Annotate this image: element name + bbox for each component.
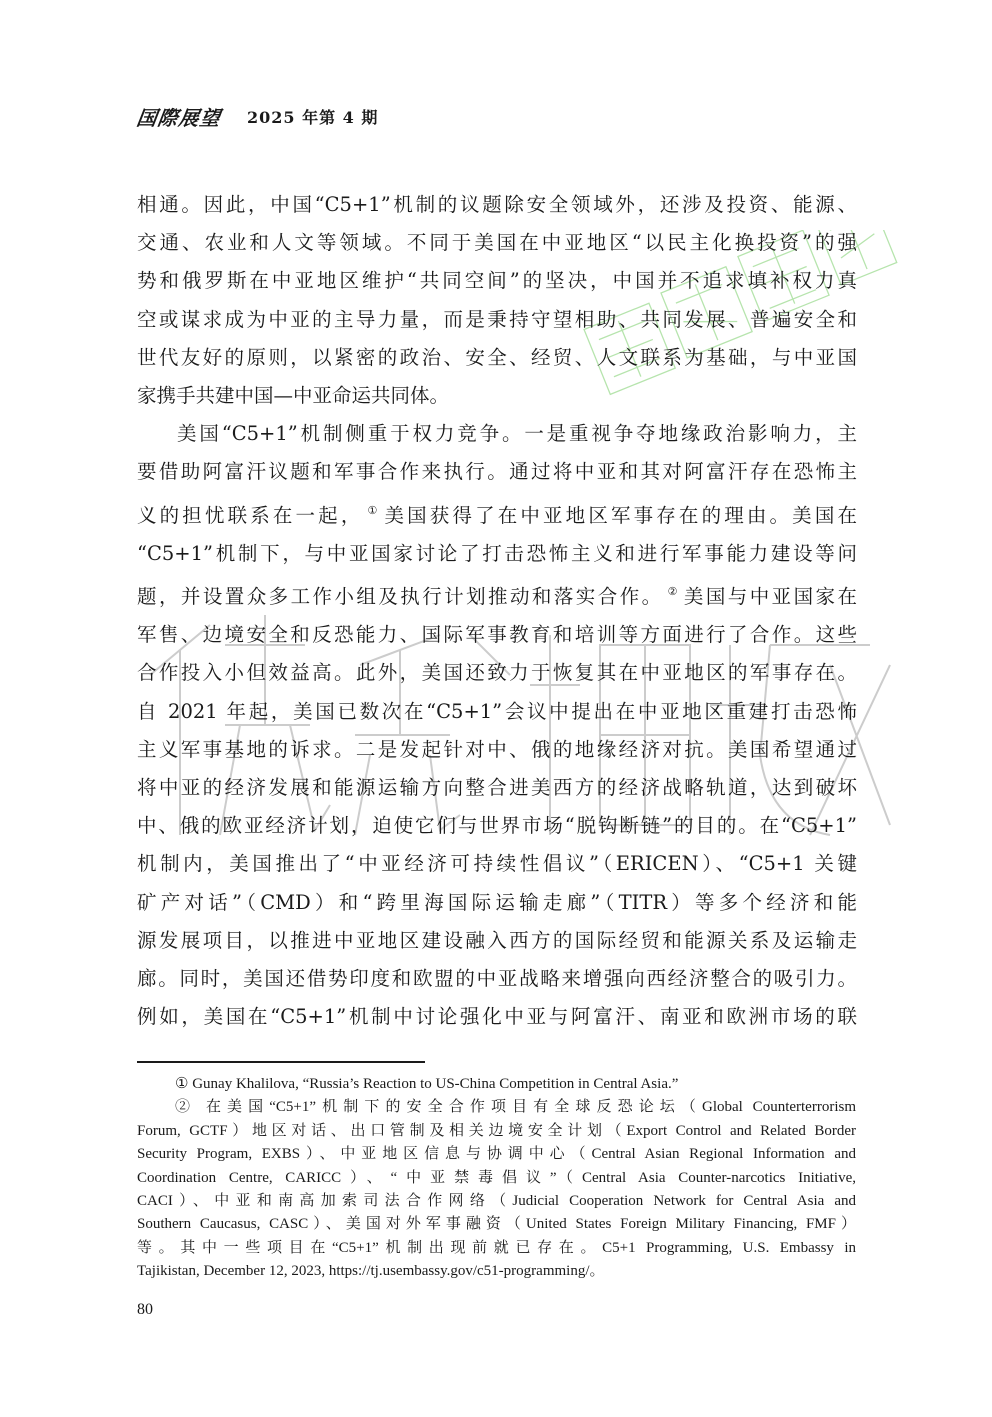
footnotes: [137, 1073, 856, 1284]
footnote-line: CACI）、中亚和南高加索司法合作网络（Judicial Cooperation Network for Central Asia and: [137, 1193, 856, 1210]
footnote-line: Tajikistan, December 12, 2023, https://tj.usembassy.gov/c51-programming/。: [137, 1263, 605, 1280]
text-line: 将中亚的经济发展和能源运输方向整合进美西方的经济战略轨道，达到破坏: [137, 776, 857, 800]
footnote-line: Southern Caucasus, CASC）、美国对外军事融资（United States Foreign Military Financing, FMF）: [137, 1216, 856, 1233]
text-line: “C5+1”机制下，与中亚国家讨论了打击恐怖主义和进行军事能力建设等问: [137, 541, 857, 565]
text-line: 矿产对话”（CMD）和“跨里海国际运输走廊”（TITR）等多个经济和能: [137, 890, 857, 914]
text-line: 世代友好的原则，以紧密的政治、安全、经贸、人文联系为基础，与中亚国: [137, 345, 857, 369]
text-line: 相通。因此，中国“C5+1”机制的议题除安全领域外，还涉及投资、能源、: [137, 193, 857, 216]
text-line: 要借助阿富汗议题和军事合作来执行。通过将中亚和其对阿富汗存在恐怖主: [137, 460, 857, 484]
text-line: 交通、农业和人文等领域。不同于美国在中亚地区“以民主化换投资”的强: [137, 231, 857, 255]
issue-label: 2025 年第 4 期: [247, 107, 379, 127]
text-line: 势和俄罗斯在中亚地区维护“共同空间”的坚决，中国并不追求填补权力真: [137, 269, 857, 293]
text-line: 合作投入小但效益高。此外，美国还致力于恢复其在中亚地区的军事存在。: [137, 661, 857, 685]
paragraph-2: [137, 415, 857, 1036]
text-line: 机制内，美国推出了“中亚经济可持续性倡议”（ERICEN）、“C5+1 关键: [137, 852, 857, 876]
footnote-ref-2[interactable]: ②: [667, 585, 680, 599]
text-segment: 美国与中亚国家在: [683, 585, 857, 609]
running-header: [137, 101, 378, 131]
page-number: 80: [137, 1301, 153, 1318]
footnote-divider: [137, 1061, 425, 1063]
footnote-line: ① Gunay Khalilova, “Russia’s Reaction to US-China Competition in Central Asia.”: [175, 1076, 679, 1092]
text-line: 家携手共建中国—中亚命运共同体。: [137, 384, 450, 408]
footnote-line: Coordination Centre, CARICC）、“中亚禁毒倡议”（Central Asia Counter-narcotics Initiative,: [137, 1169, 856, 1186]
text-line: 空或谋求成为中亚的主导力量，而是秉持守望相助、共同发展、普遍安全和: [137, 307, 857, 331]
article-body: [137, 186, 857, 1036]
text-line: 廊。同时，美国还借势印度和欧盟的中亚战略来增强向西经济整合的吸引力。: [137, 967, 857, 991]
text-segment: 义的担忧联系在一起，: [137, 503, 364, 527]
text-line: [137, 492, 857, 535]
paragraph-1: [137, 186, 857, 415]
text-line: 自 2021 年起，美国已数次在“C5+1”会议中提出在中亚地区重建打击恐怖: [137, 699, 857, 723]
text-line: 主义军事基地的诉求。二是发起针对中、俄的地缘经济对抗。美国希望通过: [137, 737, 857, 761]
text-segment: 美国获得了在中亚地区军事存在的理由。美国在: [384, 503, 857, 527]
text-line: 例如，美国在“C5+1”机制中讨论强化中亚与阿富汗、南亚和欧洲市场的联: [137, 1005, 857, 1029]
footnote-2: [137, 1096, 856, 1283]
footnote-line: Forum, GCTF）地区对话、出口管制及相关边境安全计划（Export Control and Related Border: [137, 1122, 856, 1139]
footnote-1: [137, 1073, 856, 1096]
text-line: 美国“C5+1”机制侧重于权力竞争。一是重视争夺地缘政治影响力，主: [177, 422, 857, 446]
text-line: 军售、边境安全和反恐能力、国际军事教育和培训等方面进行了合作。这些: [137, 623, 857, 647]
footnote-line: Security Program, EXBS）、中亚地区信息与协调中心（Central Asian Regional Information and: [137, 1146, 856, 1163]
text-line: 中、俄的欧亚经济计划，迫使它们与世界市场“脱钩断链”的目的。在“C5+1”: [137, 814, 857, 838]
footnote-line: ② 在美国“C5+1”机制下的安全合作项目有全球反恐论坛（Global Counterterrorism: [175, 1099, 856, 1116]
text-segment: 题，并设置众多工作小组及执行计划推动和落实合作。: [137, 585, 664, 609]
footnote-line: 等。其中一些项目在“C5+1”机制出现前就已存在。C5+1 Programming, U.S. Embassy in: [137, 1239, 856, 1256]
journal-logo: 国際展望: [135, 105, 223, 130]
footnote-ref-1[interactable]: ①: [367, 503, 381, 517]
text-line: [137, 573, 857, 616]
text-line: 源发展项目，以推进中亚地区建设融入西方的国际经贸和能源关系及运输走: [137, 928, 857, 952]
